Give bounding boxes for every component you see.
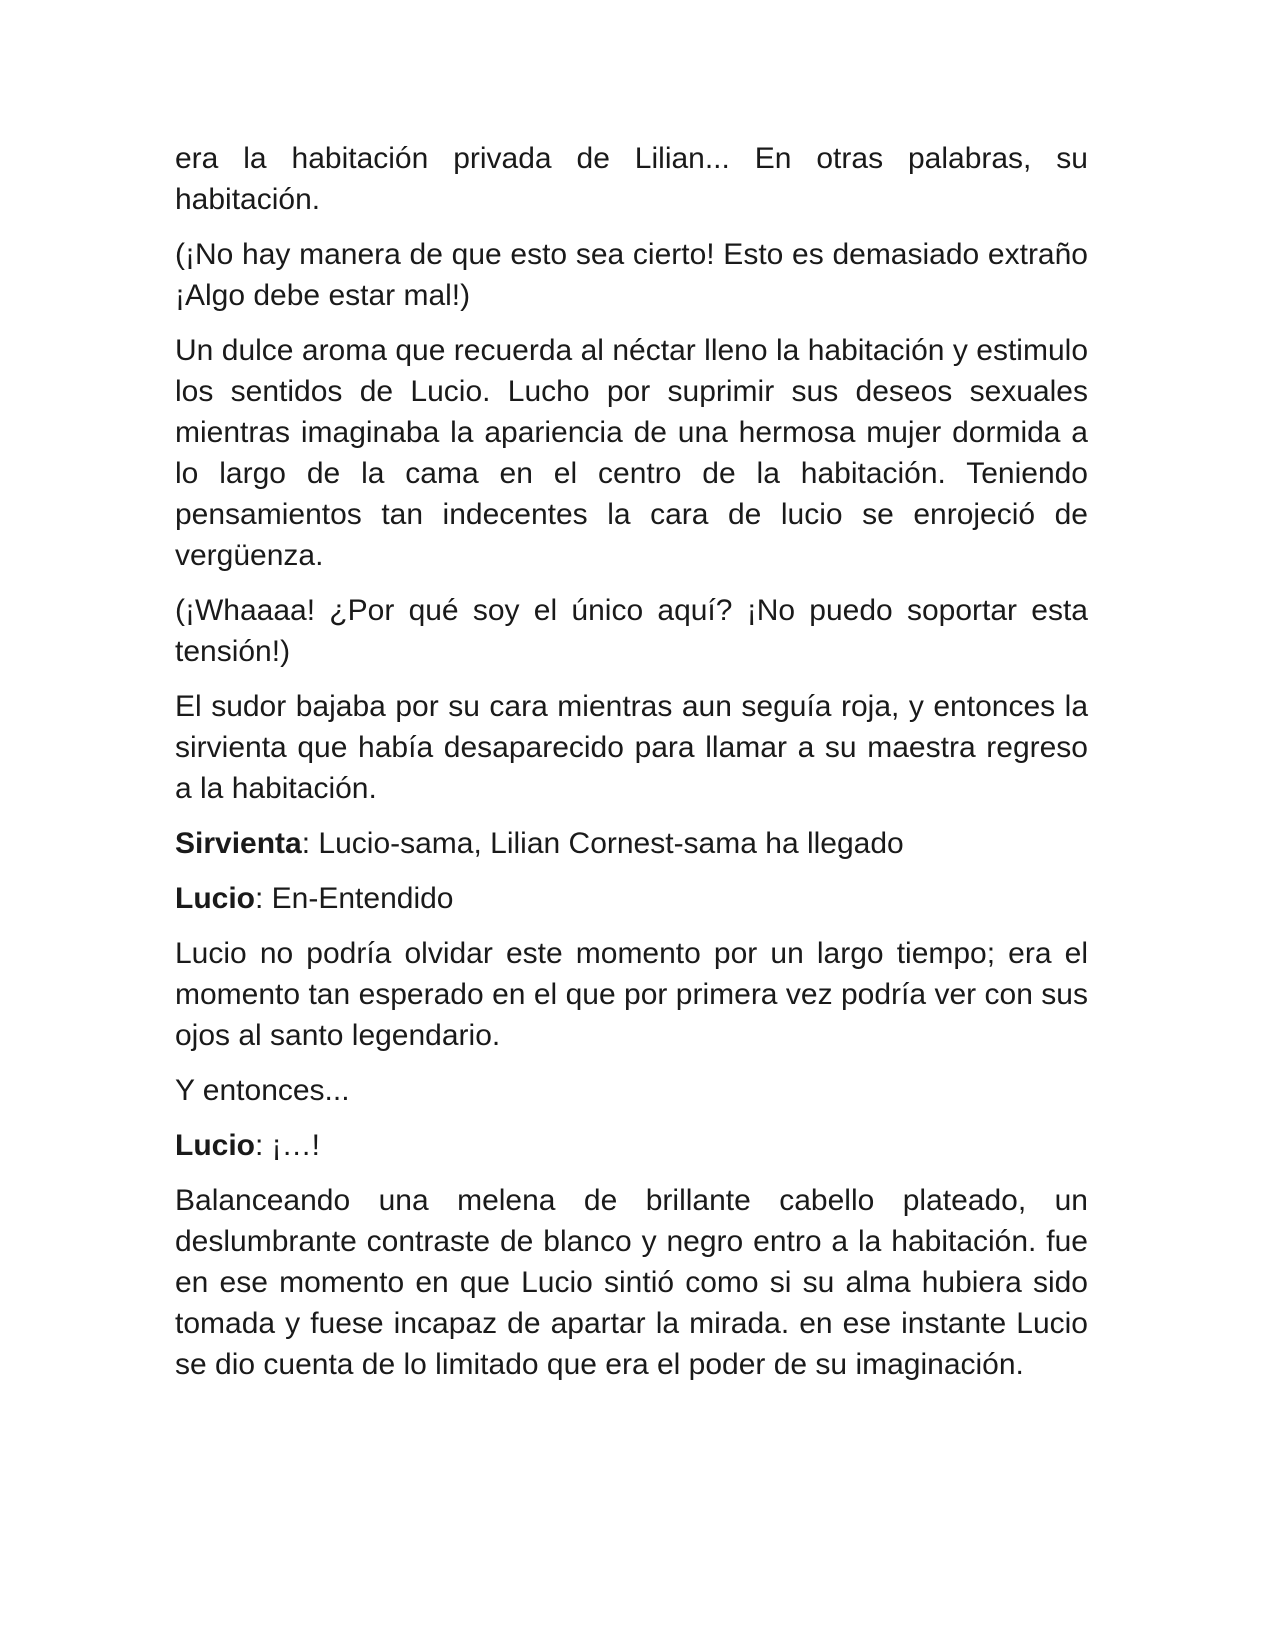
- dialogue-text: : En-Entendido: [255, 882, 454, 915]
- dialogue-line: [175, 1125, 1088, 1166]
- paragraph: (¡No hay manera de que esto sea cierto! Esto es demasiado extraño ¡Algo debe estar mal!): [175, 238, 1088, 312]
- paragraph: El sudor bajaba por su cara mientras aun seguía roja, y entonces la sirvienta que había desaparecido para llamar a su maestra regreso a la habitación.: [175, 690, 1088, 805]
- paragraph: Y entonces...: [175, 1074, 350, 1107]
- speaker-name: Sirvienta: [175, 827, 302, 860]
- paragraph: era la habitación privada de Lilian... En otras palabras, su habitación.: [175, 142, 1088, 216]
- paragraph: (¡Whaaaa! ¿Por qué soy el único aquí? ¡No puedo soportar esta tensión!): [175, 594, 1088, 668]
- dialogue-text: : Lucio-sama, Lilian Cornest-sama ha llegado: [301, 827, 904, 860]
- paragraph: Lucio no podría olvidar este momento por un largo tiempo; era el momento tan esperado en el que por primera vez podría ver con sus ojos al santo legendario.: [175, 937, 1088, 1052]
- dialogue-line: [175, 823, 1088, 864]
- speaker-name: Lucio: [175, 1129, 255, 1162]
- document-page: [175, 138, 1088, 1399]
- paragraph: Un dulce aroma que recuerda al néctar lleno la habitación y estimulo los sentidos de Lucio. Lucho por suprimir sus deseos sexuales mientras imaginaba la apariencia de una hermosa mujer dormida a lo largo de la cama en el centro de la habitación. Teniendo pensamientos tan indecentes la cara de lucio se enrojeció de vergüenza.: [175, 334, 1088, 572]
- paragraph: Balanceando una melena de brillante cabello plateado, un deslumbrante contraste de blanco y negro entro a la habitación. fue en ese momento en que Lucio sintió como si su alma hubiera sido tomada y fuese incapaz de apartar la mirada. en ese instante Lucio se dio cuenta de lo limitado que era el poder de su imaginación.: [175, 1184, 1088, 1381]
- dialogue-line: [175, 878, 1088, 919]
- speaker-name: Lucio: [175, 882, 255, 915]
- dialogue-text: : ¡…!: [255, 1129, 320, 1162]
